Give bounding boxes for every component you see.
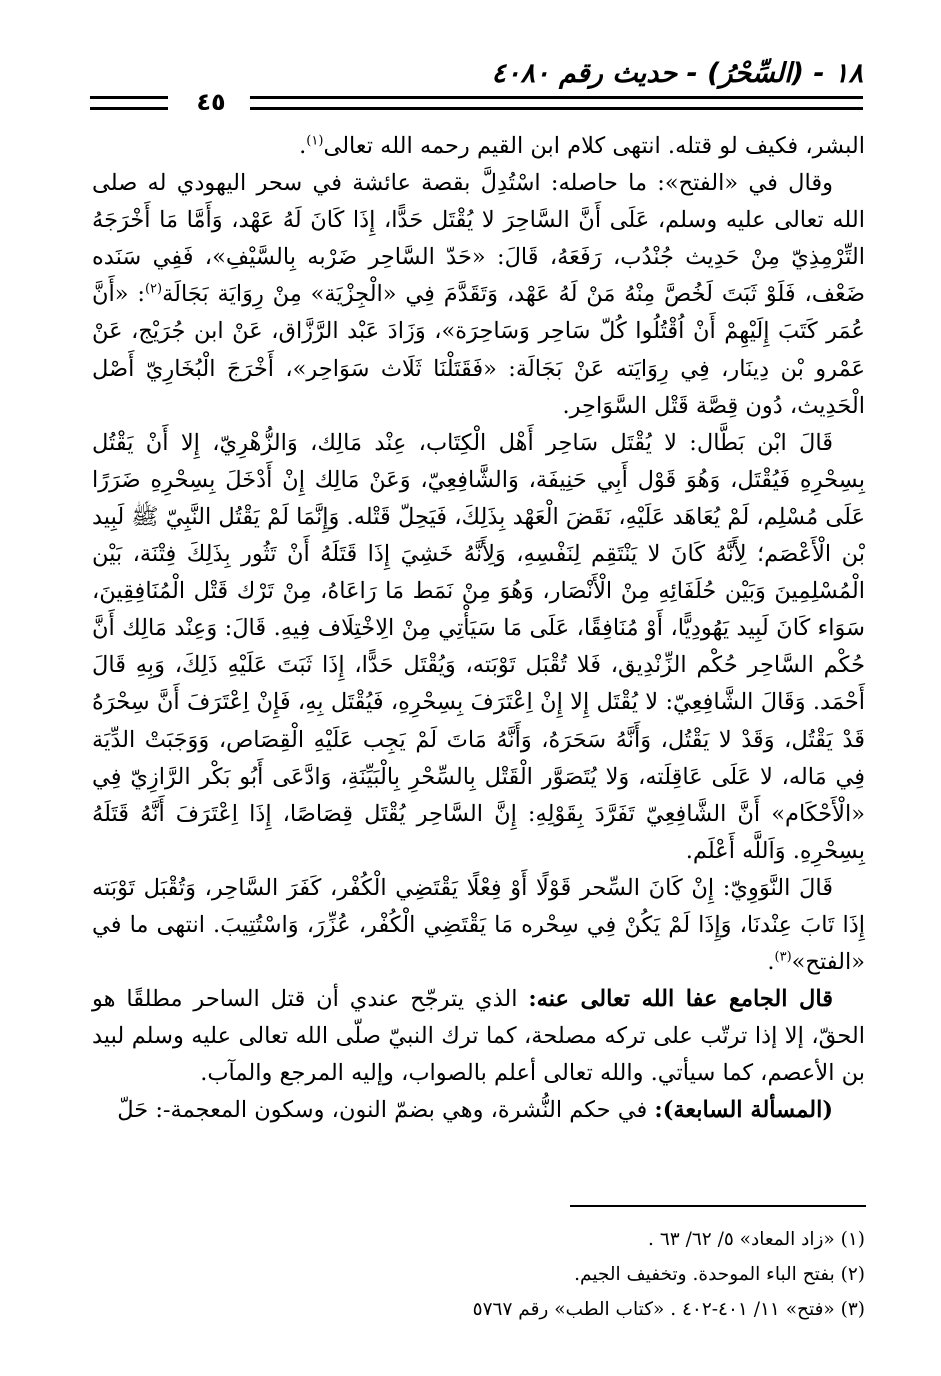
footnote-ref: (١) (306, 133, 324, 149)
paragraph-end: . (767, 949, 775, 976)
page-header (90, 56, 863, 116)
paragraph-text: البشر، فكيف لو قتله. انتهى كلام ابن القيم رحمه الله تعالى (323, 133, 865, 159)
section-lead: (المسألة السابعة): (654, 1097, 833, 1124)
footnote: (٣) «فتح» ١١/ ٤٠١-٤٠٢ . «كتاب الطب» رقم ٥٧٦٧ (472, 1299, 865, 1320)
page-number: ٤٥ (196, 88, 226, 116)
paragraph (92, 981, 865, 1092)
footnotes (92, 1222, 865, 1327)
main-text (92, 128, 865, 1130)
paragraph-end: . (299, 133, 307, 159)
paragraph-text: قَالَ النَّوَوِيّ: إِنْ كَانَ السِّحر قَوْلًا أَوْ فِعْلًا يَقْتَضِي الْكُفْر، كَفَرَ السَّاحِر، وَتُقْبَل تَوْبَته إِذَا تَابَ عِنْدنَا، وَإِذَا لَمْ يَكُنْ فِي سِحْره مَا يَقْتَضِي الْكُفْر، عُزِّرَ، وَاسْتُتِيبَ. انتهى ما في «الفتح» (92, 874, 865, 976)
footnote-ref: (٣) (774, 949, 792, 965)
paragraph: قَالَ ابْن بَطَّال: لا يُقْتَل سَاحِر أَهْل الْكِتَاب، عِنْد مَالِك، وَالزُّهْرِيّ، إِلا أَنْ يَقْتُل بِسِحْرِهِ فَيُقْتَل، وَهُوَ قَوْل أَبِي حَنِيفَة، وَالشَّافِعِيّ، وَعَنْ مَالِك إِنْ أَدْخَلَ بِسِحْرِهِ ضَرَرًا عَلَى مُسْلِم، لَمْ يُعَاهَد عَلَيْهِ، نَقَضَ الْعَهْد بِذَلِكَ، فَيَحِلّ قَتْله. وَإِنَّمَا لَمْ يَقْتُل النَّبِيّ ﷺ لَبِيد بْن الْأَعْصَم؛ لِأَنَّهُ كَانَ لا يَنْتَقِم لِنَفْسِهِ، وَلِأَنَّهُ خَشِيَ إِذَا قَتَلَهُ أَنْ تَثُور بِذَلِكَ فِتْنَة، بَيْن الْمُسْلِمِينَ وَبَيْن حُلَفَائِهِ مِنْ الْأَنْصَار، وَهُوَ مِنْ نَمَط مَا رَاعَاهُ، مِنْ تَرْك قَتْل الْمُنَافِقِينَ، سَوَاء كَانَ لَبِيد يَهُودِيًّا، أَوْ مُنَافِقًا، عَلَى مَا سَيَأْتِي مِنْ الِاخْتِلَاف فِيهِ. قَالَ: وَعِنْد مَالِك أَنَّ حُكْم السَّاحِر حُكْم الزِّنْدِيق، فَلا تُقْبَل تَوْبَته، وَيُقْتَل حَدًّا، إِذَا ثَبَتَ عَلَيْهِ ذَلِكَ، وَبِهِ قَالَ أَحْمَد. وَقَالَ الشَّافِعِيّ: لا يُقْتَل إِلا إِنْ اِعْتَرَفَ بِسِحْرِهِ، فَيُقْتَل بِهِ، فَإِنْ اِعْتَرَفَ أَنَّ سِحْرَهُ قَدْ يَقْتُل، وَقَدْ لا يَقْتُل، وَأَنَّهُ سَحَرَهُ، وَأَنَّهُ مَاتَ لَمْ يَجِب عَلَيْهِ الْقِصَاص، وَوَجَبَتْ الدِّيَة فِي مَاله، لا عَلَى عَاقِلَته، وَلا يُتَصَوَّر الْقَتْل بِالسِّحْرِ بِالْبَيِّنَةِ، وَادَّعَى أَبُو بَكْر الرَّازِيّ فِي «الْأَحْكَام» أَنَّ الشَّافِعِيّ تَفَرَّدَ بِقَوْلِهِ: إِنَّ السَّاحِر يُقْتَل قِصَاصًا، إِذَا اِعْتَرَفَ أَنَّهُ قَتَلَهُ بِسِحْرِهِ. وَاَللَّه أَعْلَم. (92, 429, 865, 864)
paragraph-text: وقال في «الفتح»: ما حاصله: اسْتُدِلَّ بقصة عائشة في سحر اليهودي له صلى الله تعالى عليه وسلم، عَلَى أَنَّ السَّاحِرَ لا يُقْتَل حَدًّا، إِذَا كَانَ لَهُ عَهْد، وَأَمَّا مَا أَخْرَجَهُ التِّرْمِذِيّ مِنْ حَدِيث جُنْدُب، رَفَعَهُ، قَالَ: «حَدّ السَّاحِر ضَرْبه بِالسَّيْفِ»، فَفِي سَنَده ضَعْف، فَلَوْ ثَبَتَ لَخُصَّ مِنْهُ مَنْ لَهُ عَهْد، وَتَقَدَّمَ فِي «الْجِزْيَة» مِنْ رِوَايَة بَجَالَة (92, 170, 865, 308)
footnote: (٢) بفتح الباء الموحدة. وتخفيف الجيم. (574, 1264, 865, 1285)
paragraph (92, 870, 865, 981)
paragraph-text: الذي يترجّح عندي أن قتل الساحر مطلقًا هو الحقّ، إلا إذا ترتّب على تركه مصلحة، كما ترك النبيّ صلّى الله تعالى عليه وسلم لبيد بن الأعصم، كما سيأتي. والله تعالى أعلم بالصواب، وإليه المرجع والمآب. (92, 986, 865, 1087)
paragraph (92, 165, 865, 425)
footnote-separator (570, 1205, 866, 1207)
footnote-ref: (٢) (144, 281, 163, 297)
paragraph-lead: قال الجامع عفا الله تعالى عنه: (528, 986, 833, 1013)
paragraph-text-cont: : «أَنَّ عُمَر كَتَبَ إِلَيْهِمْ أَنْ اُقْتُلُوا كُلّ سَاحِر وَسَاحِرَة»، وَزَادَ عَبْد الرَّزَّاق، عَنْ ابن جُرَيْج، عَنْ عَمْرو بْن دِينَار، فِي رِوَايَته عَنْ بَجَالَة: «فَقَتَلْنَا ثَلَاث سَوَاحِر»، أَخْرَجَ الْبُخَارِيّ أَصْل الْحَدِيث، دُون قِصَّة قَتْل السَّوَاحِر. (92, 281, 865, 419)
running-head: ١٨ - (السِّحْرُ) - حديث رقم ٤٠٨٠ (491, 58, 863, 89)
footnote: (١) «زاد المعاد» ٥/ ٦٢/ ٦٣ . (648, 1229, 865, 1250)
paragraph (92, 128, 865, 165)
header-double-rule-short (90, 96, 168, 110)
paragraph-text: في حكم النُّشرة، وهي بضمّ النون، وسكون المعجمة-: حَلّ (117, 1097, 655, 1124)
header-double-rule (250, 96, 863, 110)
paragraph (92, 1092, 865, 1129)
